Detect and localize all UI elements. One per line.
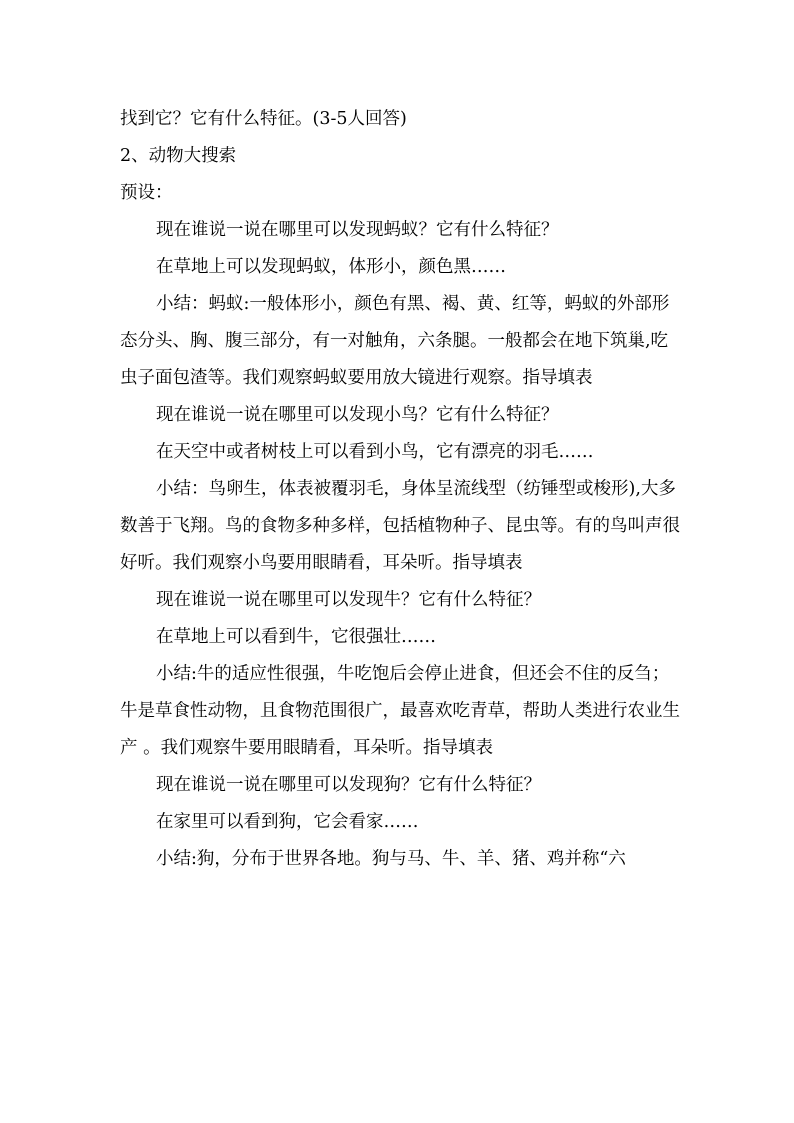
ant-summary: 小结：蚂蚁:一般体形小，颜色有黑、褐、黄、红等，蚂蚁的外部形态分头、胸、腹三部分，有一对触角，六条腿。一般都会在地下筑巢,吃虫子面包渣等。我们观察蚂蚁要用放大镜进行观察。指导填表 [120,294,670,388]
dog-answer: 在家里可以看到狗，它会看家…… [156,812,419,832]
cow-question: 现在谁说一说在哪里可以发现牛？它有什么特征？ [156,590,541,610]
document-body [120,101,680,878]
cow-answer: 在草地上可以看到牛，它很强壮…… [156,627,436,647]
bird-question: 现在谁说一说在哪里可以发现小鸟？它有什么特征？ [156,405,559,425]
ant-question: 现在谁说一说在哪里可以发现蚂蚁？它有什么特征？ [156,220,559,240]
dog-summary: 小结:狗，分布于世界各地。狗与马、牛、羊、猪、鸡并称“六 [156,849,626,869]
section-heading-animal-search: 2、动物大搜索 [120,146,237,166]
bird-answer: 在天空中或者树枝上可以看到小鸟，它有漂亮的羽毛…… [156,442,594,462]
cow-summary: 小结:牛的适应性很强，牛吃饱后会停止进食，但还会不住的反刍； 牛是草食性动物，且食物范围很广，最喜欢吃青草，帮助人类进行农业生产 。我们观察牛要用眼睛看，耳朵听。指导填表 [120,664,680,758]
dog-question: 现在谁说一说在哪里可以发现狗？它有什么特征？ [156,775,541,795]
ant-answer: 在草地上可以发现蚂蚁，体形小，颜色黑…… [156,257,506,277]
preset-label: 预设： [120,183,173,203]
paragraph-question-intro: 找到它？它有什么特征。(3-5人回答) [120,109,407,129]
bird-summary: 小结：鸟卵生，体表被覆羽毛，身体呈流线型（纺锤型或梭形),大多数善于飞翔。鸟的食物多种多样，包括植物种子、昆虫等。有的鸟叫声很好听。我们观察小鸟要用眼睛看，耳朵听。指导填表 [120,479,680,573]
